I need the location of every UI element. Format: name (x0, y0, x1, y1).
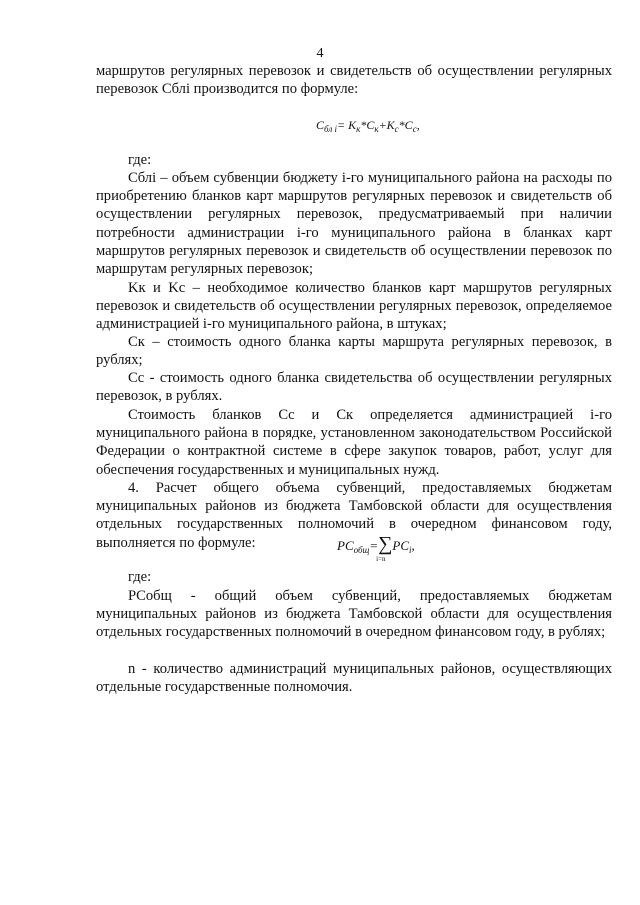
intro-paragraph: маршрутов регулярных перевозок и свидетельств об осуществлении регулярных перевозок Cблi производится по формуле: (96, 63, 612, 98)
where-label-1: где: (128, 152, 152, 168)
sum-lower-limit: i=n (376, 555, 386, 563)
formula1-c-sub1: к (374, 124, 379, 134)
definition-cbli: Cблi – объем субвенции бюджету i-го муниципального района на расходы по приобретению бланков карт маршрутов регулярных перевозок и свидетельств об осуществлении регулярных перевозок, предусматриваемый при наличии потребности администрации i-го муниципального района в бланках карт маршрутов регулярных перевозок и свидетельств об осуществлении перевозок по маршрутам регулярных перевозок; (96, 170, 612, 278)
sum-sign: ∑ (378, 533, 393, 555)
formula-subsidy-blanks (316, 118, 420, 134)
item-4-paragraph: 4. Расчет общего объема субвенций, предоставляемых бюджетам муниципальных районов из бюджета Тамбовской области для осуществления отдельных государственных полномочий в очередном финансовом году, выполняется по формуле: (96, 480, 612, 551)
definition-ck: Cк – стоимость одного бланка карты маршрута регулярных перевозок, в рублях; (96, 334, 612, 369)
formula1-k-sub1: к (356, 124, 361, 134)
page-number: 4 (316, 46, 324, 61)
where-label-2: где: (128, 569, 152, 585)
formula2-rhs-sub: i (409, 545, 412, 555)
formula2-rhs: PC (392, 538, 409, 553)
formula1-lhs-sub: бл i (324, 124, 337, 134)
formula2-lhs-sub: общ (353, 545, 370, 555)
formula1-k-sub2: c (394, 124, 399, 134)
definition-rc: PCобщ - общий объем субвенций, предоставляемых бюджетам муниципальных районов из бюджета Тамбовской области для осуществления отдельных государственных полномочий в очередном финансовом году, в рублях; (96, 588, 612, 641)
formula2-end: , (411, 538, 415, 553)
definition-cc: Cc - стоимость одного бланка свидетельства об осуществлении регулярных перевозок, в рублях. (96, 370, 612, 405)
formula2-eq: = (369, 538, 379, 553)
formula1-c-sub2: c (412, 124, 417, 134)
formula1-c2: *C (398, 118, 413, 132)
formula2-lhs: PC (337, 538, 354, 553)
definition-n: n - количество администраций муниципальных районов, осуществляющих отдельные государственные полномочия. (96, 661, 612, 696)
formula1-c: *C (360, 118, 375, 132)
formula1-k: = K (337, 118, 357, 132)
formula1-lhs: C (316, 118, 325, 132)
definition-kk-kc: Kк и Kc – необходимое количество бланков карт маршрутов регулярных перевозок и свидетельств об осуществлении регулярных перевозок, определяемое администрацией i-го муниципального района, в штуках; (96, 280, 612, 333)
cost-paragraph: Стоимость бланков Cc и Cк определяется администрацией i-го муниципального района в порядке, установленном законодательством Российской Федерации о контрактной системе в сфере закупок товаров, работ, услуг для обеспечения государственных и муниципальных нужд. (96, 407, 612, 478)
formula1-end: , (416, 118, 420, 132)
formula1-k2: +K (378, 118, 395, 132)
formula-total-subsidy (337, 533, 415, 563)
sum-symbol (376, 533, 393, 563)
